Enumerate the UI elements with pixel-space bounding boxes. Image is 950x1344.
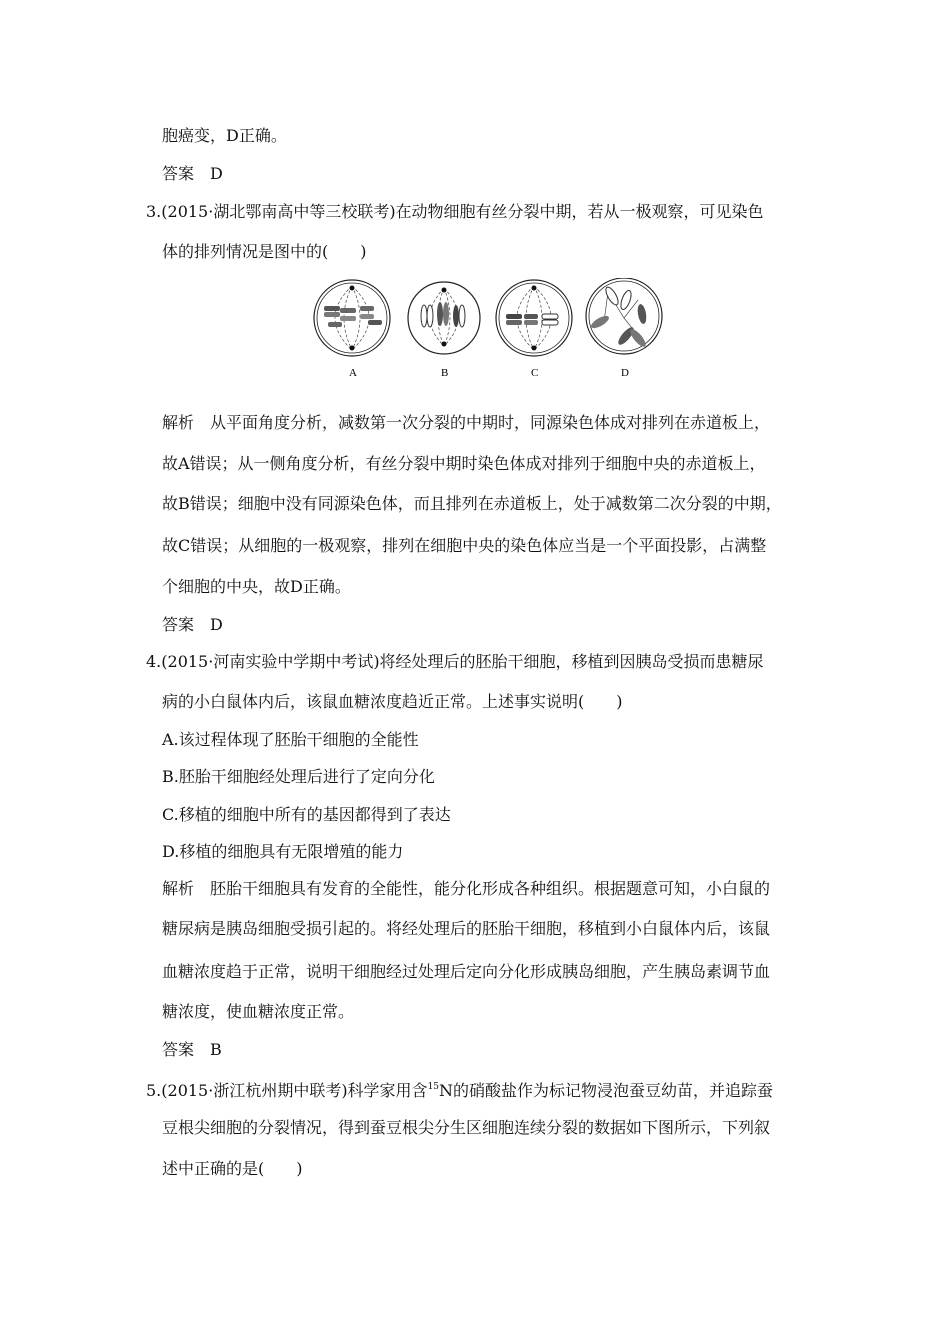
option-c: C.移植的细胞中所有的基因都得到了表达 bbox=[162, 805, 451, 824]
figure-label-d: D bbox=[621, 367, 629, 379]
question-5-suffix: N的硝酸盐作为标记物浸泡蚕豆幼苗，并追踪蚕 bbox=[439, 1081, 774, 1100]
question-5-line bbox=[146, 1077, 773, 1101]
figure-label-c: C bbox=[531, 367, 539, 379]
explanation-line: 解析 胚胎干细胞具有发育的全能性，能分化形成各种组织。根据题意可知，小白鼠的 bbox=[162, 879, 771, 898]
question-4-line: 4.(2015·河南实验中学期中考试)将经处理后的胚胎干细胞，移植到因胰岛受损而患糖尿 bbox=[146, 652, 764, 671]
cell-c-diagram bbox=[496, 280, 572, 356]
isotope-superscript: 15 bbox=[427, 1082, 440, 1092]
explanation-line: 糖浓度，使血糖浓度正常。 bbox=[162, 1002, 355, 1021]
option-a: A.该过程体现了胚胎干细胞的全能性 bbox=[162, 730, 419, 749]
text-line: 胞癌变，D正确。 bbox=[162, 126, 287, 145]
cell-division-figure bbox=[308, 278, 670, 382]
explanation-line: 解析 从平面角度分析，减数第一次分裂的中期时，同源染色体成对排列在赤道板上， bbox=[162, 413, 771, 432]
question-3-line: 3.(2015·湖北鄂南高中等三校联考)在动物细胞有丝分裂中期，若从一极观察，可见染色 bbox=[146, 202, 764, 221]
explanation-line: 个细胞的中央，故D正确。 bbox=[162, 577, 351, 596]
explanation-line: 故B错误；细胞中没有同源染色体，而且排列在赤道板上，处于减数第二次分裂的中期， bbox=[162, 494, 782, 513]
answer-line: 答案 D bbox=[162, 615, 223, 634]
option-d: D.移植的细胞具有无限增殖的能力 bbox=[162, 842, 404, 861]
option-b: B.胚胎干细胞经处理后进行了定向分化 bbox=[162, 767, 435, 786]
question-3-line: 体的排列情况是图中的( ) bbox=[162, 242, 367, 261]
answer-line: 答案 D bbox=[162, 164, 223, 183]
cell-b-diagram bbox=[408, 282, 480, 354]
explanation-line: 糖尿病是胰岛细胞受损引起的。将经处理后的胚胎干细胞，移植到小白鼠体内后，该鼠 bbox=[162, 919, 771, 938]
question-5-prefix: 5.(2015·浙江杭州期中联考)科学家用含 bbox=[146, 1081, 428, 1100]
question-5-line: 述中正确的是( ) bbox=[162, 1159, 303, 1178]
answer-line: 答案 B bbox=[162, 1040, 222, 1059]
question-4-line: 病的小白鼠体内后，该鼠血糖浓度趋近正常。上述事实说明( ) bbox=[162, 692, 623, 711]
cell-d-diagram bbox=[586, 278, 662, 354]
cell-a-diagram bbox=[314, 280, 390, 356]
explanation-line: 血糖浓度趋于正常，说明干细胞经过处理后定向分化形成胰岛细胞，产生胰岛素调节血 bbox=[162, 962, 771, 981]
explanation-line: 故A错误；从一侧角度分析，有丝分裂中期时染色体成对排列于细胞中央的赤道板上， bbox=[162, 454, 766, 473]
figure-label-b: B bbox=[441, 367, 449, 379]
figure-label-a: A bbox=[349, 367, 357, 379]
explanation-line: 故C错误；从细胞的一极观察，排列在细胞中央的染色体应当是一个平面投影，占满整 bbox=[162, 536, 767, 555]
question-5-line: 豆根尖细胞的分裂情况，得到蚕豆根尖分生区细胞连续分裂的数据如下图所示，下列叙 bbox=[162, 1118, 771, 1137]
